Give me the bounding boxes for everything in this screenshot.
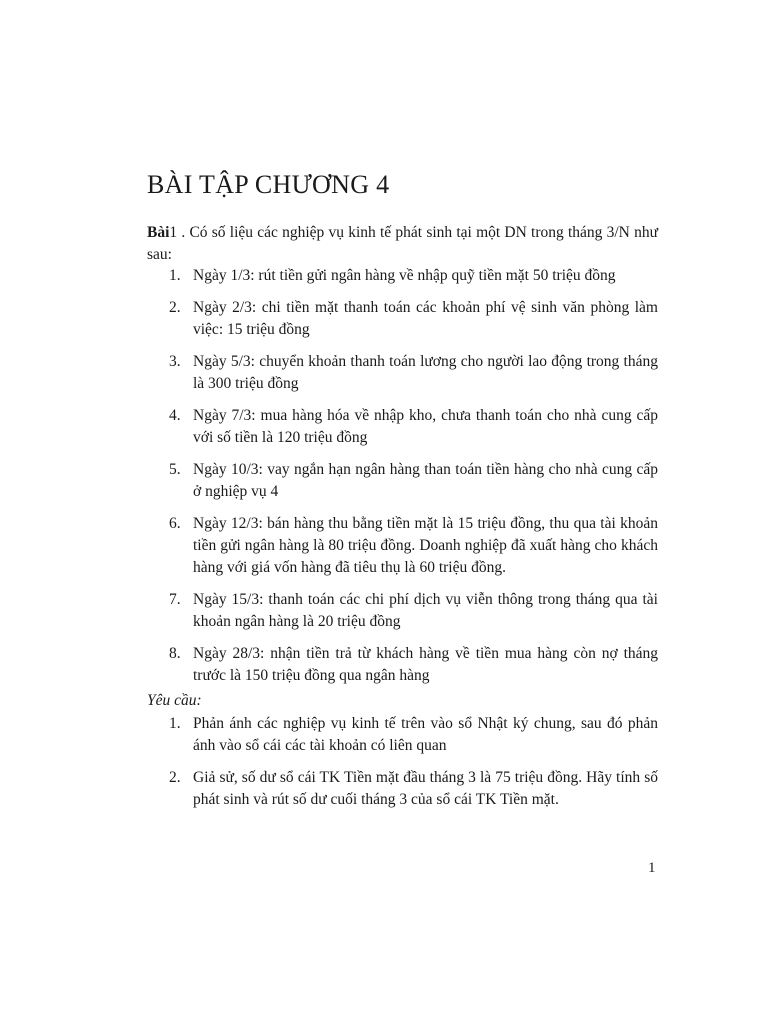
exercise-intro-text: 1 . Có số liệu các nghiệp vụ kinh tế phát sinh tại một DN trong tháng 3/N như sau:: [147, 224, 658, 263]
requirements-list: [147, 713, 658, 821]
list-item-text: Ngày 2/3: chi tiền mặt thanh toán các khoản phí vệ sinh văn phòng làm việc: 15 triệu đồng: [193, 299, 658, 338]
list-item: [147, 351, 658, 395]
list-item: [147, 265, 658, 287]
page-number: 1: [648, 860, 656, 876]
list-item: [147, 405, 658, 449]
list-item-number: 3.: [169, 353, 181, 370]
list-item: [147, 513, 658, 579]
list-item: [147, 297, 658, 341]
list-item-number: 4.: [169, 407, 181, 424]
list-item-text: Ngày 7/3: mua hàng hóa về nhập kho, chưa thanh toán cho nhà cung cấp với số tiền là 120 triệu đồng: [193, 407, 658, 446]
list-item: [147, 767, 658, 811]
list-item-number: 2.: [169, 299, 181, 316]
list-item-number: 1.: [169, 715, 181, 732]
list-item: [147, 589, 658, 633]
list-item: [147, 713, 658, 757]
list-item-number: 7.: [169, 591, 181, 608]
list-item-text: Ngày 28/3: nhận tiền trả từ khách hàng về tiền mua hàng còn nợ tháng trước là 150 triệu đồng qua ngân hàng: [193, 645, 658, 684]
list-item-text: Giả sử, số dư sổ cái TK Tiền mặt đầu tháng 3 là 75 triệu đồng. Hãy tính số phát sinh và rút số dư cuối tháng 3 của sổ cái TK Tiền mặt.: [193, 769, 658, 808]
list-item-number: 8.: [169, 645, 181, 662]
exercise-intro: [147, 222, 658, 266]
exercise-lead: Bài: [147, 224, 170, 241]
list-item-number: 5.: [169, 461, 181, 478]
transaction-list: [147, 265, 658, 697]
list-item-number: 6.: [169, 515, 181, 532]
list-item-text: Ngày 10/3: vay ngắn hạn ngân hàng than toán tiền hàng cho nhà cung cấp ở nghiệp vụ 4: [193, 461, 658, 500]
list-item-text: Ngày 15/3: thanh toán các chi phí dịch vụ viễn thông trong tháng qua tài khoản ngân hàng là 20 triệu đồng: [193, 591, 658, 630]
list-item-number: 2.: [169, 769, 181, 786]
list-item: [147, 643, 658, 687]
list-item-number: 1.: [169, 267, 181, 284]
requirements-label: Yêu cầu:: [147, 692, 202, 709]
list-item-text: Phản ánh các nghiệp vụ kinh tế trên vào sổ Nhật ký chung, sau đó phản ánh vào sổ cái các tài khoản có liên quan: [193, 715, 658, 754]
page-title: BÀI TẬP CHƯƠNG 4: [147, 170, 390, 199]
list-item-text: Ngày 5/3: chuyển khoản thanh toán lương cho người lao động trong tháng là 300 triệu đồng: [193, 353, 658, 392]
list-item: [147, 459, 658, 503]
list-item-text: Ngày 1/3: rút tiền gửi ngân hàng về nhập quỹ tiền mặt 50 triệu đồng: [193, 267, 616, 284]
list-item-text: Ngày 12/3: bán hàng thu bằng tiền mặt là 15 triệu đồng, thu qua tài khoản tiền gửi ngân hàng là 80 triệu đồng. Doanh nghiệp đã xuất hàng cho khách hàng với giá vốn hàng đã tiêu thụ là 60 triệu đồng.: [193, 515, 658, 576]
